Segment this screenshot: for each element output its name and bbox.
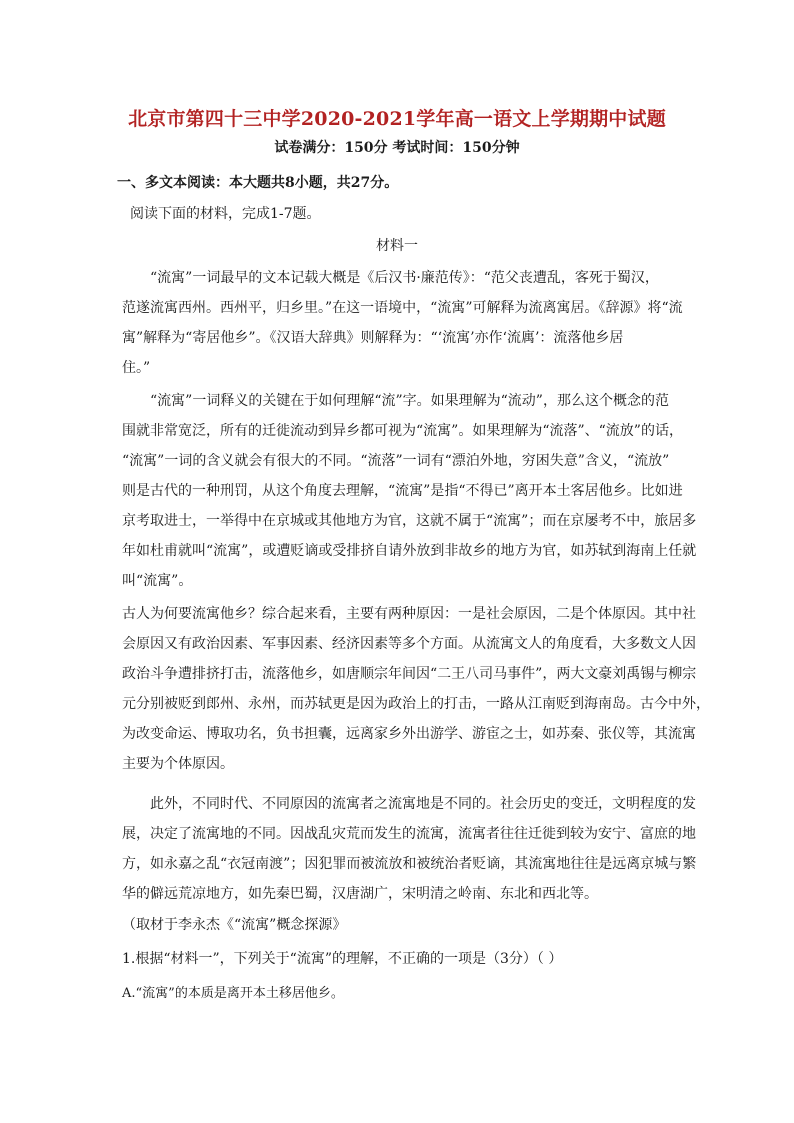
paragraph2-line: “流寓”一词的含义就会有很大的不同。“流落”一词有“漂泊外地，穷困失意”含义，“流放” bbox=[122, 453, 670, 469]
section-heading: 一、多文本阅读：本大题共8小题，共27分。 bbox=[117, 175, 399, 191]
paragraph3-line: 主要为个体原因。 bbox=[122, 756, 234, 772]
paragraph2-line: 叫“流寓”。 bbox=[122, 573, 193, 589]
paragraph1-line: 寓”解释为“寄居他乡”。《汉语大辞典》则解释为：“‘流寓’亦作‘流庽’：流落他乡居 bbox=[122, 330, 624, 346]
source-citation: （取材于李永杰《“流寓”概念探源》 bbox=[122, 917, 347, 933]
paragraph3-line: 政治斗争遭排挤打击，流落他乡，如唐顺宗年间因“二王八司马事件”，两大文豪刘禹锡与柳宗 bbox=[122, 666, 697, 682]
paragraph3-line: 为改变命运、博取功名，负书担囊，远离家乡外出游学、游宦之士，如苏秦、张仪等，其流寓 bbox=[122, 726, 696, 742]
reading-instruction: 阅读下面的材料，完成1-7题。 bbox=[130, 206, 321, 222]
question-1: 1.根据“材料一”，下列关于“流寓”的理解，不正确的一项是（3分）（ ） bbox=[122, 951, 563, 967]
paragraph1-line: 范遂流寓西州。西州平，归乡里。”在这一语境中，“流寓”可解释为流离寓居。《辞源》将“流 bbox=[122, 300, 683, 316]
exam-title: 北京市第四十三中学2020-2021学年高一语文上学期期中试题 bbox=[128, 108, 666, 130]
paragraph2-line: 京考取进士，一举得中在京城或其他地方为官，这就不属于“流寓”；而在京屡考不中，旅居多 bbox=[122, 513, 697, 529]
paragraph2-line: 围就非常宽泛，所有的迁徙流动到异乡都可视为“流寓”。如果理解为“流落”、“流放”的话， bbox=[122, 423, 683, 439]
exam-subtitle: 试卷满分：150分 考试时间：150分钟 bbox=[274, 140, 520, 156]
paragraph2-line: 年如杜甫就叫“流寓”，或遭贬谪或受排挤自请外放到非故乡的地方为官，如苏轼到海南上任就 bbox=[122, 543, 697, 559]
paragraph1-line: “流寓”一词最早的文本记载大概是《后汉书·廉范传》：“范父丧遭乱，客死于蜀汉， bbox=[150, 270, 659, 286]
question-1-option-a: A.“流寓”的本质是离开本土移居他乡。 bbox=[122, 986, 344, 1001]
paragraph4-line: 华的僻远荒凉地方，如先秦巴蜀，汉唐湖广，宋明清之岭南、东北和西北等。 bbox=[122, 886, 598, 902]
paragraph4-line: 展，决定了流寓地的不同。因战乱灾荒而发生的流寓，流寓者往往迁徙到较为安宁、富庶的地 bbox=[122, 826, 696, 842]
paragraph2-line: “流寓”一词释义的关键在于如何理解“流”字。如果理解为“流动”，那么这个概念的范 bbox=[150, 393, 669, 409]
paragraph3-line: 古人为何要流寓他乡？综合起来看，主要有两种原因：一是社会原因，二是个体原因。其中社 bbox=[122, 606, 696, 622]
paragraph2-line: 则是古代的一种刑罚，从这个角度去理解，“流寓”是指“不得已”离开本土客居他乡。比如进 bbox=[122, 483, 683, 499]
paragraph4-line: 此外，不同时代、不同原因的流寓者之流寓地是不同的。社会历史的变迁，文明程度的发 bbox=[150, 796, 696, 812]
paragraph3-line: 会原因又有政治因素、军事因素、经济因素等多个方面。从流寓文人的角度看，大多数文人因 bbox=[122, 636, 696, 652]
material-heading: 材料一 bbox=[376, 238, 418, 254]
paragraph3-line: 元分别被贬到郎州、永州，而苏轼更是因为政治上的打击，一路从江南贬到海南岛。古今中外， bbox=[122, 696, 710, 712]
paragraph4-line: 方，如永嘉之乱“衣冠南渡”；因犯罪而被流放和被统治者贬谪，其流寓地往往是远离京城与繁 bbox=[122, 856, 697, 872]
paragraph1-line: 住。” bbox=[122, 360, 151, 376]
